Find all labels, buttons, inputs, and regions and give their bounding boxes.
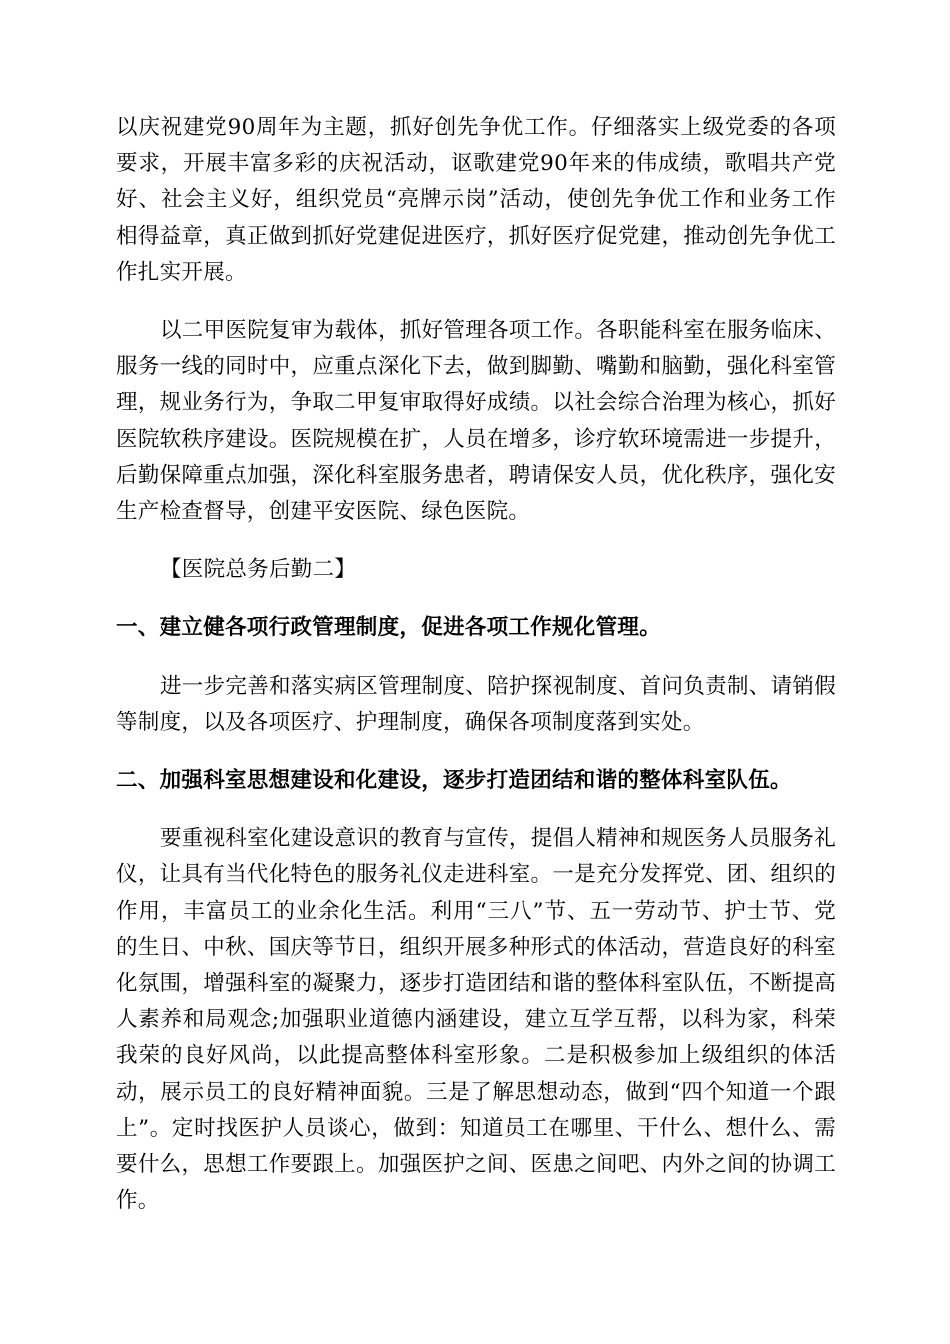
section-label: 【医院总务后勤二】: [160, 557, 357, 583]
paragraph-celebration: 以庆祝建党90周年为主题，抓好创先争优工作。仔细落实上级党委的各项要求，开展丰富多彩的庆祝活动，讴歌建党90年来的伟成绩，歌唱共产党好、社会主义好，组织党员“亮牌示岗”活动，使创先争优工作和业务工作相得益章，真正做到抓好党建促进医疗，抓好医疗促党建，推动创先争优工作扎实开展。: [116, 115, 836, 285]
heading-two: 二、加强科室思想建设和化建设，逐步打造团结和谐的整体科室队伍。: [116, 768, 792, 794]
paragraph-regulations: 进一步完善和落实病区管理制度、陪护探视制度、首问负责制、请销假等制度，以及各项医疗、护理制度，确保各项制度落到实处。: [116, 673, 836, 735]
paragraph-hospital-review: 以二甲医院复审为载体，抓好管理各项工作。各职能科室在服务临床、服务一线的同时中，应重点深化下去，做到脚勤、嘴勤和脑勤，强化科室管理，规业务行为，争取二甲复审取得好成绩。以社会综合治理为核心，抓好医院软秩序建设。医院规模在扩，人员在增多，诊疗软环境需进一步提升，后勤保障重点加强，深化科室服务患者，聘请保安人员，优化秩序，强化安生产检查督导，创建平安医院、绿色医院。: [116, 318, 836, 525]
paragraph-culture: 要重视科室化建设意识的教育与宣传，提倡人精神和规医务人员服务礼仪，让具有当代化特色的服务礼仪走进科室。一是充分发挥党、团、组织的作用，丰富员工的业余化生活。利用“三八”节、五一劳动节、护士节、党的生日、中秋、国庆等节日，组织开展多种形式的体活动，营造良好的科室化氛围，增强科室的凝聚力，逐步打造团结和谐的整体科室队伍，不断提高人素养和局观念;加强职业道德内涵建设，建立互学互帮，以科为家，科荣我荣的良好风尚，以此提高整体科室形象。二是积极参加上级组织的体活动，展示员工的良好精神面貌。三是了解思想动态，做到“四个知道一个跟上”。定时找医护人员谈心，做到：知道员工在哪里、干什么、想什么、需要什么，思想工作要跟上。加强医护之间、医患之间吧、内外之间的协调工作。: [116, 826, 836, 1214]
document-page: [116, 110, 836, 1219]
heading-one: 一、建立健各项行政管理制度，促进各项工作规化管理。: [116, 615, 662, 641]
